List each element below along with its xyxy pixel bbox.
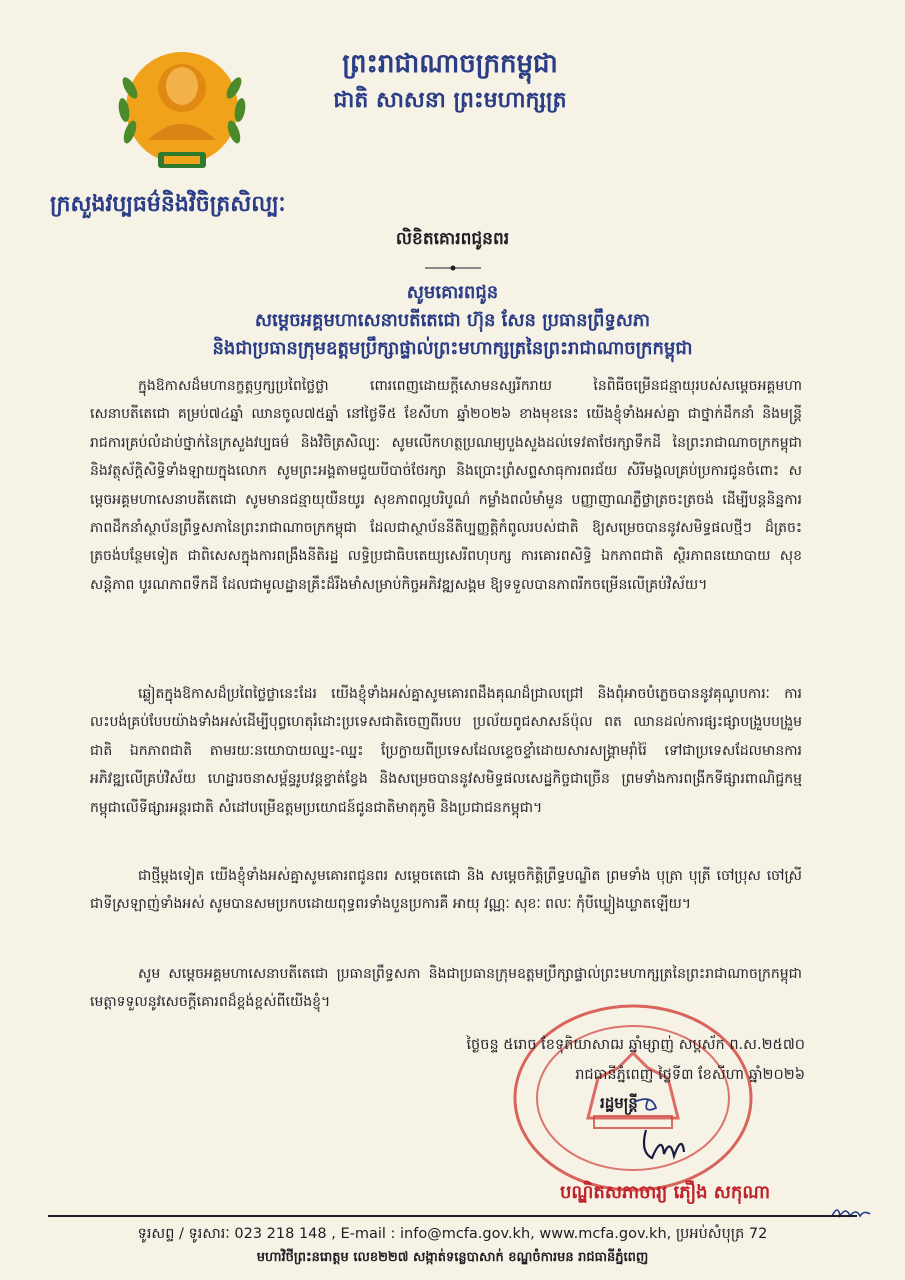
signer-name: បណ្ឌិតសភាចារ្យ ភឿង សកុណា (560, 1182, 771, 1203)
letter-title: លិខិតគោរពជូនពរ (395, 229, 510, 249)
place-and-date: រាជធានីភ្នំពេញ ថ្ងៃទី៣ ខែសីហា ឆ្នាំ២០២៦ (575, 1067, 805, 1083)
ministry-logo (108, 48, 256, 184)
initial-mark-icon (828, 1200, 874, 1222)
ministry-name: ក្រសួងវប្បធម៌និងវិចិត្រសិល្បៈ (50, 192, 286, 217)
body-paragraph-4: សូម សម្តេចអគ្គមហាសេនាបតីតេជោ ប្រធានព្រឹទ្ធសភា និងជាប្រធានក្រុមឧត្តមប្រឹក្សាផ្ទាល់ព្រះមហាក្សត្រនៃព្រះរាជាណាចក្រកម្ពុជា មេត្តាទទួលនូវសេចក្តីគោរពដ៏ខ្ពង់ខ្ពស់ពីយើងខ្ញុំ។ (90, 966, 802, 1011)
kingdom-name: ព្រះរាជាណាចក្រកម្ពុជា (342, 49, 558, 79)
footer-contact-line: ទូរសព្ទ / ទូរសារៈ 023 218 148 , E-mail : info@mcfa.gov.kh, www.mcfa.gov.kh, ប្រអប់សំបុត្រ 72 (137, 1226, 768, 1242)
recipient-salutation: សូមគោរពជូន (406, 282, 499, 303)
kingdom-heading (330, 44, 570, 118)
signature-icon (612, 1094, 722, 1176)
recipient-title: និងជាប្រធានក្រុមឧត្តមប្រឹក្សាផ្ទាល់ព្រះមហាក្សត្រនៃព្រះរាជាណាចក្រកម្ពុជា (212, 338, 693, 359)
body-paragraph-1: ក្នុងឱកាសដ៏មហានក្ខត្តឫក្សប្រពៃថ្លៃថ្លា ពោរពេញដោយក្តីសោមនស្សរីករាយ នៃពិធីចម្រើនជន្មាយុរបស់សម្តេចអគ្គមហាសេនាបតីតេជោ គម្រប់៧៤ឆ្នាំ ឈានចូល៧៥ឆ្នាំ នៅថ្ងៃទី៥ ខែសីហា ឆ្នាំ២០២៦ ខាងមុខនេះ យើងខ្ញុំទាំងអស់គ្នា ជាថ្នាក់ដឹកនាំ និងមន្ត្រីរាជការគ្រប់លំដាប់ថ្នាក់នៃក្រសួងវប្បធម៌ និងវិចិត្រសិល្បៈ សូមលើកហត្ថប្រណម្យបួងសួងដល់ទេវតាថែរក្សាទឹកដី នៃព្រះរាជាណាចក្រកម្ពុជា និងវត្ថុស័ក្តិសិទ្ធិទាំងឡាយក្នុងលោក សូមព្រះអង្គតាមជួយបីបាច់ថែរក្សា និងប្រោះព្រំសព្ទសាធុការពរជ័យ សិរីមង្គលគ្រប់ប្រការជូនចំពោះ សម្តេចអគ្គមហាសេនាបតីតេជោ សូមមានជន្មាយុយឺនយូរ សុខភាពល្អបរិបូណ៌ កម្លាំងពលំមាំមួន បញ្ញាញាណភ្លឺថ្លាត្រចះត្រចង់ ដើម្បីបន្តនិន្នការភាពដឹកនាំស្ថាប័នព្រឹទ្ធសភានៃព្រះរាជាណាចក្រកម្ពុជា ដែលជាស្ថាប័ននីតិប្បញ្ញត្តិកំពូលរបស់ជាតិ ឱ្យសម្រេចបាននូវសមិទ្ធផលថ្មីៗ ដ៏ត្រចះត្រចង់បន្ថែមទៀត ជាពិសេសក្នុងការពង្រឹងនីតិរដ្ឋ លទ្ធិប្រជាធិបតេយ្យសេរីពហុបក្ស ការគោរពសិទ្ធិ ឯកភាពជាតិ ស្ថិរភាពនយោបាយ សុខសន្តិភាព បូរណភាពទឹកដី ដែលជាមូលដ្ឋានគ្រឹះដ៏រឹងមាំសម្រាប់កិច្ចអភិវឌ្ឍសង្គម ឱ្យទទួលបានភាពរីកចម្រើនលើគ្រប់វិស័យ។ (90, 378, 802, 593)
body-paragraph-3: ជាថ្មីម្តងទៀត យើងខ្ញុំទាំងអស់គ្នាសូមគោរពជូនពរ សម្តេចតេជោ និង សម្តេចកិត្តិព្រឹទ្ធបណ្ឌិត ព្រមទាំង បុត្រា បុត្រី ចៅប្រុស ចៅស្រី ជាទីស្រឡាញ់ទាំងអស់ សូមបានសមប្រកបដោយពុទ្ធពរទាំងបួនប្រការគឺ អាយុ វណ្ណៈ សុខៈ ពលៈ កុំបីឃ្លៀងឃ្លាតឡើយ។ (90, 868, 802, 913)
date-block (466, 1030, 805, 1090)
ornament-divider (425, 264, 481, 272)
minister-label: រដ្ឋមន្ត្រី (600, 1094, 638, 1112)
national-motto: ជាតិ សាសនា ព្រះមហាក្សត្រ (333, 88, 567, 113)
lunar-date: ថ្ងៃចន្ទ ៥រោច ខែទុតិយាសាឍ ឆ្នាំម្សាញ់ សប្តស័ក ព.ស.២៥៧០ (466, 1037, 805, 1053)
recipient-name: សម្តេចអគ្គមហាសេនាបតីតេជោ ហ៊ុន សែន ប្រធានព្រឹទ្ធសភា (254, 310, 651, 331)
footer-address-line: មហាវិថីព្រះនរោត្តម លេខ២២៧ សង្កាត់ទន្លេបាសាក់ ខណ្ឌចំការមន រាជធានីភ្នំពេញ (256, 1250, 649, 1265)
footer-contact (48, 1222, 857, 1270)
body-paragraph-2: ឆ្លៀតក្នុងឱកាសដ៏ប្រពៃថ្លៃថ្លានេះដែរ យើងខ្ញុំទាំងអស់គ្នាសូមគោរពដឹងគុណដ៏ជ្រាលជ្រៅ និងពុំអាចបំភ្លេចបាននូវគុណូបការៈ ការលះបង់គ្រប់បែបយ៉ាងទាំងអស់ដើម្បីបុព្វហេតុរំដោះប្រទេសជាតិចេញពីរបប ប្រល័យពូជសាសន៍ប៉ុល ពត ឈានដល់ការផ្សះផ្សាបង្រួបបង្រួមជាតិ ឯកភាពជាតិ តាមរយៈនយោបាយឈ្នះ-ឈ្នះ ប្រែក្លាយពីប្រទេសដែលខ្ទេចខ្ទាំដោយសារសង្គ្រាមរ៉ាំរ៉ៃ ទៅជាប្រទេសដែលមានការអភិវឌ្ឍលើគ្រប់វិស័យ ហេដ្ឋារចនាសម្ព័ន្ធរូបវន្តខ្វាត់ខ្វែង និងសម្រេចបាននូវសមិទ្ធផលសេដ្ឋកិច្ចជាច្រើន ព្រមទាំងការពង្រីកទីផ្សារពាណិជ្ជកម្មកម្ពុជាលើទីផ្សារអន្តរជាតិ សំដៅបម្រើឧត្តមប្រយោជន៍ជូនជាតិមាតុភូមិ និងប្រជាជនកម្ពុជា។ (90, 686, 802, 816)
footer-divider (48, 1215, 857, 1217)
